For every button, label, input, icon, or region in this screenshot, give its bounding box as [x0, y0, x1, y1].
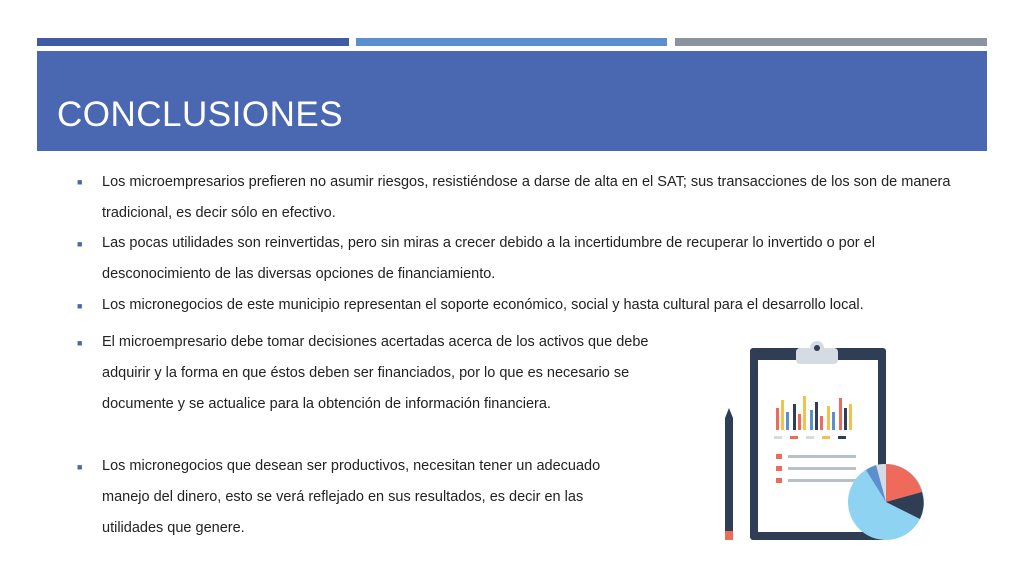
bullet-marker: ■ [77, 338, 83, 348]
slide-title: CONCLUSIONES [57, 95, 344, 134]
title-banner [37, 51, 987, 151]
clipboard-chart-icon [718, 340, 928, 545]
top-accent-bar-1 [37, 38, 349, 46]
top-accent-bar-2 [356, 38, 667, 46]
list-item: El microempresario debe tomar decisiones acertadas acerca de los activos que debe adquirir y la forma en que éstos deben ser financiados, por lo que es necesario se documente y se actualice para la obtención de información financiera. [102, 334, 649, 412]
bullet-marker: ■ [77, 462, 83, 472]
pie-chart-icon [848, 464, 924, 540]
list-item: Las pocas utilidades son reinvertidas, pero sin miras a crecer debido a la incertidumbre de recuperar lo invertido o por el desconocimiento de las diversas opciones de financiamiento. [102, 235, 875, 282]
pencil-icon [725, 408, 733, 540]
top-accent-bar-3 [675, 38, 987, 46]
list-item: Los micronegocios que desean ser productivos, necesitan tener un adecuado manejo del dinero, esto se verá reflejado en sus resultados, es decir en las utilidades que genere. [102, 458, 601, 536]
list-item: Los microempresarios prefieren no asumir riesgos, resistiéndose a darse de alta en el SAT; sus transacciones de los son de manera tradicional, es decir sólo en efectivo. [102, 174, 951, 221]
bullet-marker: ■ [77, 301, 83, 311]
list-item: Los micronegocios de este municipio representan el soporte económico, social y hasta cultural para el desarrollo local. [102, 297, 864, 313]
bullet-marker: ■ [77, 239, 83, 249]
bullet-marker: ■ [77, 177, 83, 187]
